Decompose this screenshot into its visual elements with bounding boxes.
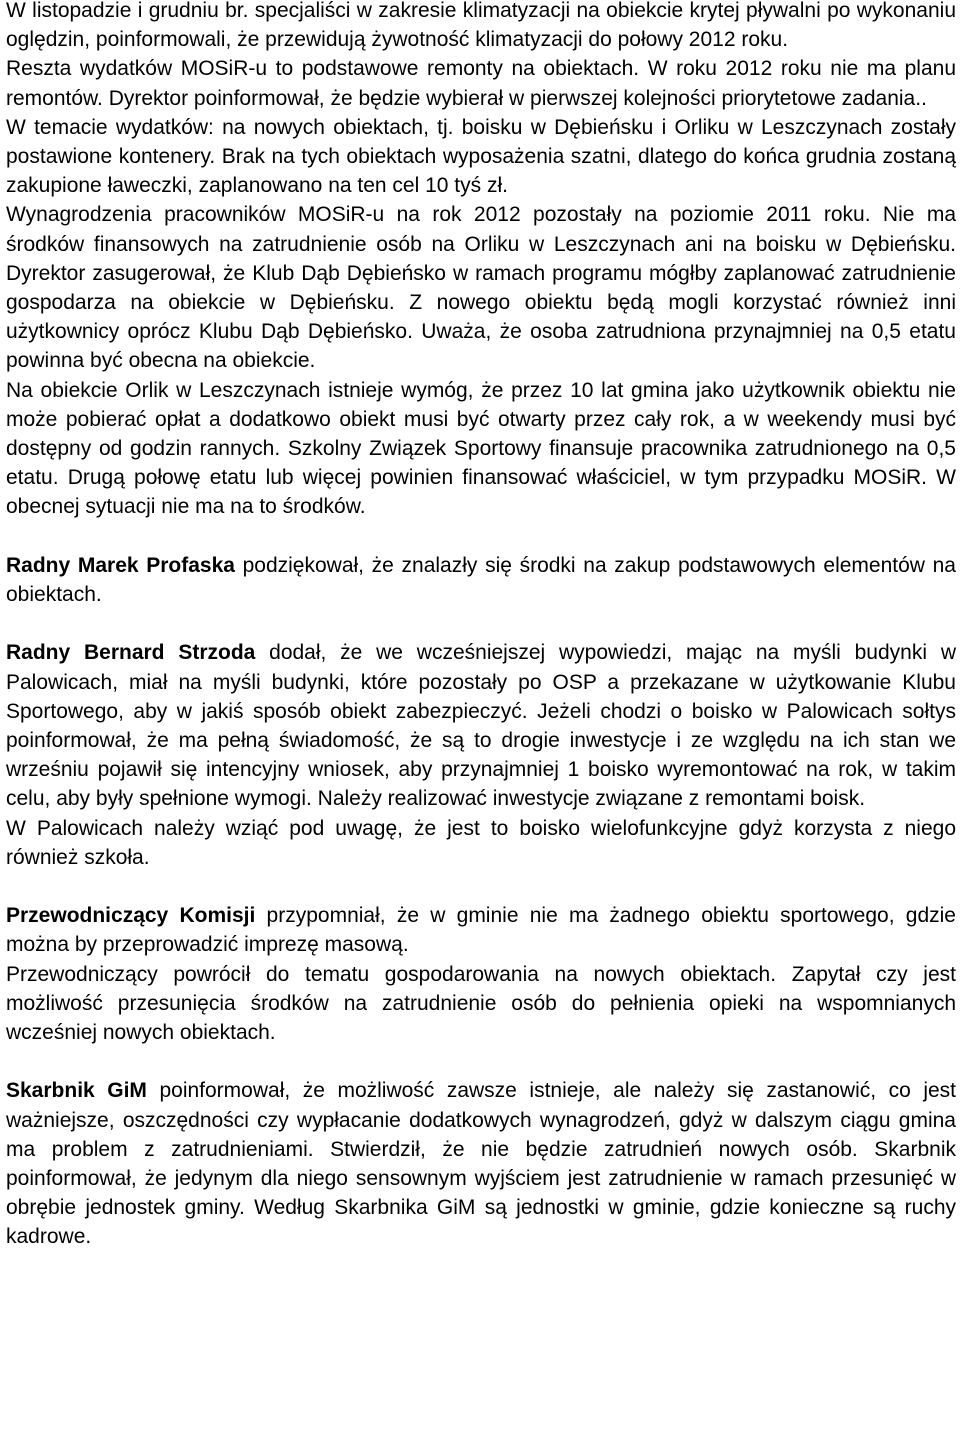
paragraph-text: Przewodniczący powrócił do tematu gospodarowania na nowych obiektach. Zapytał czy jest możliwość przesunięcia środków na zatrudnienie osób do pełnienia opieki na wspomnianych wcześniej nowych obiektach.	[6, 962, 956, 1045]
paragraph-spacer	[6, 522, 956, 551]
speaker-name: Radny Bernard Strzoda	[6, 641, 256, 665]
paragraph-orlik-requirements	[6, 376, 956, 522]
paragraph-spacer	[6, 609, 956, 638]
speaker-name: Przewodniczący Komisji	[6, 904, 256, 928]
paragraph-text: przypomniał, że w gminie nie ma żadnego obiektu sportowego, gdzie można by przeprowadzić imprezę masową.	[6, 904, 956, 957]
paragraph-treasurer-statement	[6, 1076, 956, 1251]
paragraph-strzoda-statement	[6, 638, 956, 813]
document-page	[6, 0, 956, 1252]
speaker-name: Skarbnik GiM	[6, 1079, 147, 1103]
paragraph-text: Na obiekcie Orlik w Leszczynach istnieje wymóg, że przez 10 lat gmina jako użytkownik obiektu nie może pobierać opłat a dodatkowo obiekt musi być otwarty przez cały rok, a w weekendy musi być dostępny od godzin rannych. Szkolny Związek Sportowy finansuje pracownika zatrudnionego na 0,5 etatu. Drugą połowę etatu lub więcej powinien finansować właściciel, w tym przypadku MOSiR. W obecnej sytuacji nie ma na to środków.	[6, 378, 956, 519]
paragraph-spacer	[6, 1047, 956, 1076]
paragraph-text: poinformował, że możliwość zawsze istnieje, ale należy się zastanowić, co jest ważniejsze, oszczędności czy wypłacanie dodatkowych wynagrodzeń, gdyż w dalszym ciągu gmina ma problem z zatrudnieniami. Stwierdził, że nie będzie zatrudnień nowych osób. Skarbnik poinformował, że jedynym dla niego sensownym wyjściem jest zatrudnienie w ramach przesunięć w obrębie jednostek gminy. Według Skarbnika GiM są jednostki w gminie, gdzie konieczne są ruchy kadrowe.	[6, 1079, 957, 1249]
paragraph-text: Wynagrodzenia pracowników MOSiR-u na rok 2012 pozostały na poziomie 2011 roku. Nie ma środków finansowych na zatrudnienie osób na Orliku w Leszczynach ani na boisku w Dębieńsku. Dyrektor zasugerował, że Klub Dąb Dębieńsko w ramach programu mógłby zaplanować zatrudnienie gospodarza na obiekcie w Dębieńsku. Z nowego obiektu będą mogli korzystać również inni użytkownicy oprócz Klubu Dąb Dębieńsko. Uważa, że osoba zatrudniona przynajmniej na 0,5 etatu powinna być obecna na obiekcie.	[6, 203, 956, 373]
paragraph-text: W listopadzie i grudniu br. specjaliści w zakresie klimatyzacji na obiekcie krytej pływalni po wykonaniu oględzin, poinformowali, że przewidują żywotność klimatyzacji do połowy 2012 roku.	[6, 0, 956, 52]
paragraph-text: Reszta wydatków MOSiR-u to podstawowe remonty na obiektach. W roku 2012 roku nie ma planu remontów. Dyrektor poinformował, że będzie wybierał w pierwszej kolejności priorytetowe zadania..	[6, 57, 956, 110]
paragraph-renovations	[6, 54, 956, 112]
paragraph-palowice-field	[6, 814, 956, 872]
paragraph-profaska-statement	[6, 551, 956, 609]
paragraph-air-conditioning	[6, 0, 956, 54]
paragraph-text: podziękował, że znalazły się środki na zakup podstawowych elementów na obiektach.	[6, 553, 956, 607]
paragraph-spacer	[6, 872, 956, 901]
speaker-name: Radny Marek Profaska	[6, 553, 235, 577]
paragraph-text: W Palowicach należy wziąć pod uwagę, że jest to boisko wielofunkcyjne gdyż korzysta z niego również szkoła.	[6, 816, 956, 869]
paragraph-containers	[6, 113, 956, 201]
paragraph-chairman-statement	[6, 901, 956, 959]
paragraph-chairman-question	[6, 960, 956, 1048]
paragraph-text: dodał, że we wcześniejszej wypowiedzi, mając na myśli budynki w Palowicach, miał na myśli budynki, które pozostały po OSP a przekazane w użytkowanie Klubu Sportowego, aby w jakiś sposób obiekt zabezpieczyć. Jeżeli chodzi o boisko w Palowicach sołtys poinformował, że ma pełną świadomość, że są to drogie inwestycje i ze względu na ich stan we wrześniu pojawił się intencyjny wniosek, aby przynajmniej 1 boisko wyremontować na rok, w takim celu, aby były spełnione wymogi. Należy realizować inwestycje związane z remontami boisk.	[6, 641, 956, 811]
paragraph-text: W temacie wydatków: na nowych obiektach, tj. boisku w Dębieńsku i Orliku w Leszczynach zostały postawione kontenery. Brak na tych obiektach wyposażenia szatni, dlatego do końca grudnia zostaną zakupione ławeczki, zaplanowano na ten cel 10 tyś zł.	[6, 115, 956, 198]
paragraph-salaries	[6, 200, 956, 375]
